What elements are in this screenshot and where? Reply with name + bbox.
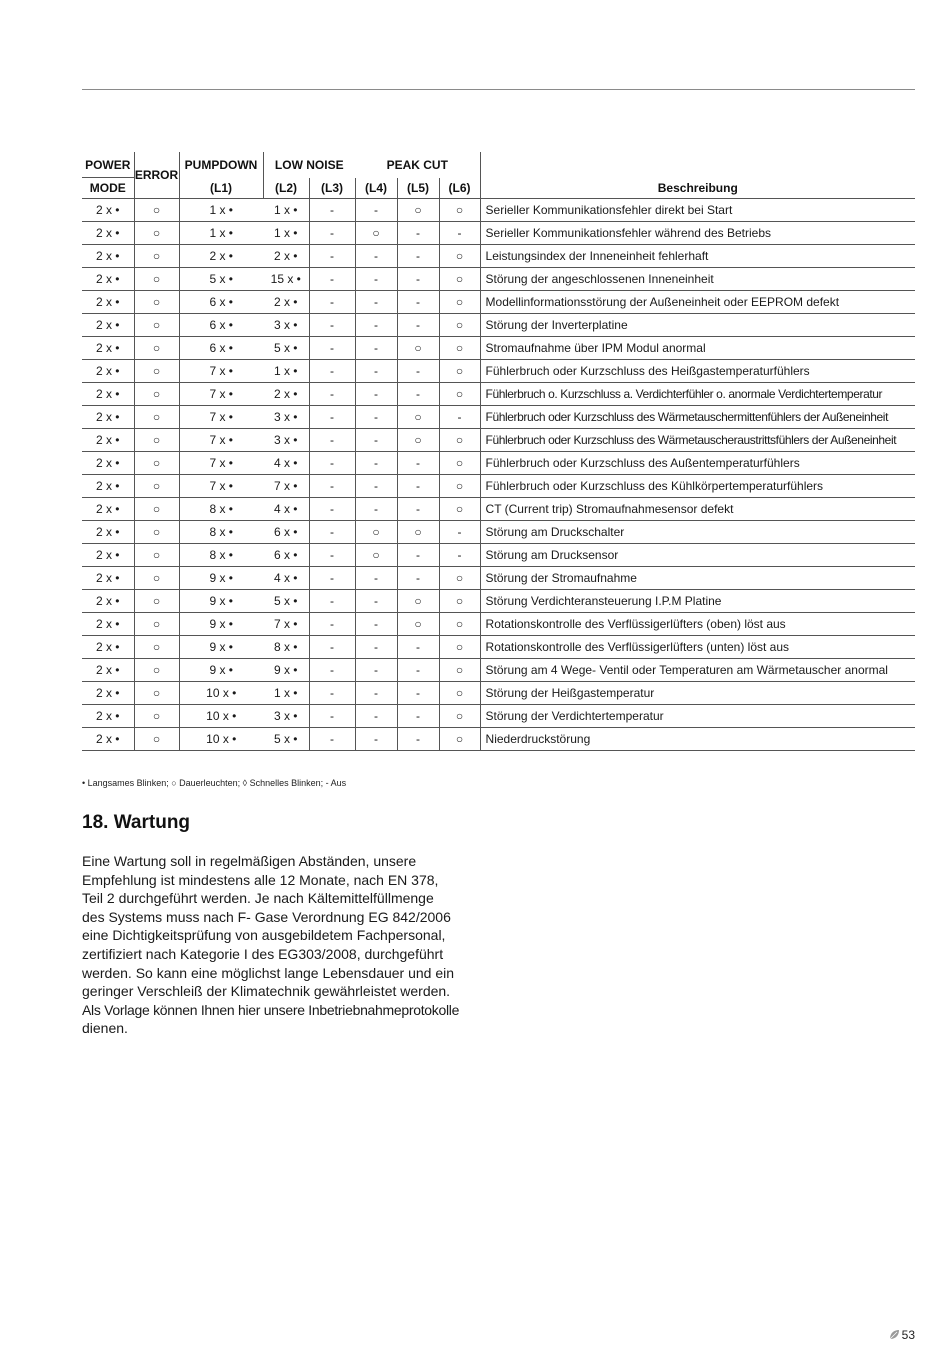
body-line: werden. So kann eine möglichst lange Lebensdauer und ein	[82, 964, 455, 981]
cell-error: ○	[134, 291, 179, 314]
cell-l2: 3 x •	[263, 705, 309, 728]
cell-l4: ○	[355, 544, 397, 567]
cell-error: ○	[134, 268, 179, 291]
cell-l4: -	[355, 590, 397, 613]
cell-l4: -	[355, 245, 397, 268]
cell-error: ○	[134, 613, 179, 636]
cell-l3: -	[309, 245, 355, 268]
cell-description: Stromaufnahme über IPM Modul anormal	[480, 337, 915, 360]
cell-l6: ○	[439, 590, 480, 613]
cell-description: Störung der Stromaufnahme	[480, 567, 915, 590]
cell-l6: ○	[439, 199, 480, 222]
cell-power-mode: 2 x •	[82, 498, 134, 521]
cell-description: Störung am 4 Wege- Ventil oder Temperaturen am Wärmetauscher anormal	[480, 659, 915, 682]
cell-l3: -	[309, 613, 355, 636]
cell-l5: ○	[397, 521, 439, 544]
cell-l3: -	[309, 590, 355, 613]
cell-l5: ○	[397, 429, 439, 452]
cell-l6: ○	[439, 429, 480, 452]
cell-l3: -	[309, 567, 355, 590]
cell-l6: ○	[439, 475, 480, 498]
table-row	[82, 567, 915, 590]
cell-l6: -	[439, 222, 480, 245]
cell-l3: -	[309, 314, 355, 337]
table-row	[82, 475, 915, 498]
cell-description: Störung der Heißgastemperatur	[480, 682, 915, 705]
cell-l6: -	[439, 406, 480, 429]
cell-l1: 9 x •	[179, 659, 263, 682]
cell-l1: 1 x •	[179, 222, 263, 245]
cell-l4: -	[355, 705, 397, 728]
cell-l4: -	[355, 728, 397, 751]
cell-l4: -	[355, 498, 397, 521]
cell-power-mode: 2 x •	[82, 682, 134, 705]
cell-error: ○	[134, 383, 179, 406]
cell-l2: 6 x •	[263, 521, 309, 544]
table-row	[82, 728, 915, 751]
cell-l4: -	[355, 613, 397, 636]
cell-l1: 9 x •	[179, 590, 263, 613]
cell-l2: 2 x •	[263, 383, 309, 406]
cell-l5: ○	[397, 406, 439, 429]
cell-power-mode: 2 x •	[82, 636, 134, 659]
table-row	[82, 452, 915, 475]
cell-l6: ○	[439, 268, 480, 291]
cell-l2: 4 x •	[263, 452, 309, 475]
cell-error: ○	[134, 337, 179, 360]
header-l2: (L2)	[263, 178, 309, 199]
cell-l4: ○	[355, 521, 397, 544]
cell-l6: ○	[439, 636, 480, 659]
table-row	[82, 521, 915, 544]
cell-l5: -	[397, 314, 439, 337]
cell-l5: -	[397, 682, 439, 705]
body-line: Eine Wartung soll in regelmäßigen Abständen, unsere	[82, 853, 417, 869]
table-body	[82, 199, 915, 751]
cell-power-mode: 2 x •	[82, 337, 134, 360]
table-row	[82, 429, 915, 452]
cell-l2: 8 x •	[263, 636, 309, 659]
table-row	[82, 383, 915, 406]
table-row	[82, 314, 915, 337]
cell-description: Störung am Druckschalter	[480, 521, 915, 544]
cell-l1: 7 x •	[179, 360, 263, 383]
cell-power-mode: 2 x •	[82, 659, 134, 682]
cell-power-mode: 2 x •	[82, 613, 134, 636]
cell-description: Rotationskontrolle des Verflüssigerlüfters (unten) löst aus	[480, 636, 915, 659]
table-row	[82, 705, 915, 728]
cell-l6: -	[439, 544, 480, 567]
cell-l2: 3 x •	[263, 314, 309, 337]
cell-error: ○	[134, 728, 179, 751]
cell-l4: -	[355, 360, 397, 383]
cell-power-mode: 2 x •	[82, 245, 134, 268]
cell-l6: -	[439, 521, 480, 544]
cell-error: ○	[134, 498, 179, 521]
cell-power-mode: 2 x •	[82, 475, 134, 498]
cell-l3: -	[309, 291, 355, 314]
cell-l5: -	[397, 360, 439, 383]
cell-l4: -	[355, 291, 397, 314]
cell-l1: 6 x •	[179, 291, 263, 314]
cell-l5: -	[397, 498, 439, 521]
cell-l4: -	[355, 406, 397, 429]
cell-description: Fühlerbruch o. Kurzschluss a. Verdichterfühler o. anormale Verdichtertemperatur	[480, 383, 915, 406]
table-row	[82, 406, 915, 429]
cell-power-mode: 2 x •	[82, 590, 134, 613]
cell-l2: 3 x •	[263, 406, 309, 429]
cell-l4: -	[355, 452, 397, 475]
cell-l3: -	[309, 705, 355, 728]
header-l1: (L1)	[179, 178, 263, 199]
cell-l6: ○	[439, 360, 480, 383]
cell-l6: ○	[439, 337, 480, 360]
table-row	[82, 590, 915, 613]
cell-l3: -	[309, 659, 355, 682]
cell-l1: 9 x •	[179, 613, 263, 636]
cell-l6: ○	[439, 659, 480, 682]
section-body	[82, 852, 492, 1038]
section-title: 18. Wartung	[82, 812, 191, 833]
cell-l5: -	[397, 567, 439, 590]
cell-power-mode: 2 x •	[82, 383, 134, 406]
cell-error: ○	[134, 567, 179, 590]
cell-l3: -	[309, 636, 355, 659]
header-l5: (L5)	[397, 178, 439, 199]
cell-l4: -	[355, 383, 397, 406]
header-low-noise: LOW NOISE	[274, 157, 344, 172]
cell-l4: -	[355, 268, 397, 291]
header-peak-cut: PEAK CUT	[386, 157, 448, 172]
cell-l4: -	[355, 429, 397, 452]
cell-l4: ○	[355, 222, 397, 245]
cell-l3: -	[309, 199, 355, 222]
cell-error: ○	[134, 521, 179, 544]
cell-l6: ○	[439, 291, 480, 314]
cell-error: ○	[134, 429, 179, 452]
cell-l6: ○	[439, 613, 480, 636]
cell-l5: -	[397, 291, 439, 314]
header-l4: (L4)	[355, 178, 397, 199]
cell-l1: 10 x •	[179, 682, 263, 705]
cell-power-mode: 2 x •	[82, 268, 134, 291]
cell-l2: 7 x •	[263, 475, 309, 498]
cell-description: Modellinformationsstörung der Außeneinheit oder EEPROM defekt	[480, 291, 915, 314]
cell-l5: -	[397, 222, 439, 245]
cell-description: Fühlerbruch oder Kurzschluss des Kühlkörpertemperaturfühlers	[480, 475, 915, 498]
cell-error: ○	[134, 682, 179, 705]
cell-l5: ○	[397, 337, 439, 360]
cell-l3: -	[309, 452, 355, 475]
legend: • Langsames Blinken; ○ Dauerleuchten; ◊ Schnelles Blinken; - Aus	[82, 778, 347, 788]
cell-l1: 9 x •	[179, 636, 263, 659]
cell-power-mode: 2 x •	[82, 728, 134, 751]
cell-l6: ○	[439, 682, 480, 705]
cell-l2: 9 x •	[263, 659, 309, 682]
header-l3: (L3)	[309, 178, 355, 199]
cell-description: Störung der Inverterplatine	[480, 314, 915, 337]
cell-l6: ○	[439, 452, 480, 475]
cell-description: Fühlerbruch oder Kurzschluss des Wärmetauscheraustrittsfühlers der Außeneinheit	[480, 429, 915, 452]
cell-l5: ○	[397, 199, 439, 222]
cell-l2: 4 x •	[263, 567, 309, 590]
cell-l1: 7 x •	[179, 429, 263, 452]
cell-l1: 2 x •	[179, 245, 263, 268]
table-row	[82, 498, 915, 521]
body-line: dienen.	[82, 1020, 128, 1037]
header-beschreibung: Beschreibung	[480, 178, 915, 199]
cell-l4: -	[355, 659, 397, 682]
cell-l2: 1 x •	[263, 199, 309, 222]
cell-l5: -	[397, 636, 439, 659]
cell-description: Fühlerbruch oder Kurzschluss des Heißgastemperaturfühlers	[480, 360, 915, 383]
cell-l5: -	[397, 475, 439, 498]
cell-error: ○	[134, 222, 179, 245]
cell-error: ○	[134, 406, 179, 429]
cell-l5: -	[397, 728, 439, 751]
cell-error: ○	[134, 199, 179, 222]
table-row	[82, 636, 915, 659]
cell-power-mode: 2 x •	[82, 291, 134, 314]
cell-l3: -	[309, 337, 355, 360]
header-l6: (L6)	[439, 178, 480, 199]
cell-l2: 1 x •	[263, 360, 309, 383]
cell-l1: 7 x •	[179, 475, 263, 498]
cell-power-mode: 2 x •	[82, 567, 134, 590]
cell-l1: 1 x •	[179, 199, 263, 222]
cell-l5: -	[397, 268, 439, 291]
cell-l3: -	[309, 429, 355, 452]
cell-power-mode: 2 x •	[82, 544, 134, 567]
cell-l2: 5 x •	[263, 590, 309, 613]
cell-description: Störung der Verdichtertemperatur	[480, 705, 915, 728]
cell-l3: -	[309, 498, 355, 521]
cell-power-mode: 2 x •	[82, 314, 134, 337]
cell-l1: 7 x •	[179, 383, 263, 406]
cell-l3: -	[309, 682, 355, 705]
header-mode: MODE	[82, 178, 134, 199]
cell-l1: 9 x •	[179, 567, 263, 590]
cell-l2: 6 x •	[263, 544, 309, 567]
table-row	[82, 245, 915, 268]
cell-l5: -	[397, 544, 439, 567]
cell-power-mode: 2 x •	[82, 406, 134, 429]
cell-description: Serieller Kommunikationsfehler direkt bei Start	[480, 199, 915, 222]
page-footer	[889, 1328, 915, 1343]
cell-l1: 10 x •	[179, 705, 263, 728]
cell-power-mode: 2 x •	[82, 199, 134, 222]
cell-l6: ○	[439, 728, 480, 751]
cell-power-mode: 2 x •	[82, 452, 134, 475]
cell-l3: -	[309, 544, 355, 567]
cell-l1: 8 x •	[179, 544, 263, 567]
page-number: 53	[901, 1328, 915, 1342]
cell-error: ○	[134, 314, 179, 337]
body-line: eine Dichtigkeitsprüfung von ausgebildetem Fachpersonal,	[82, 927, 446, 944]
cell-l1: 6 x •	[179, 314, 263, 337]
cell-error: ○	[134, 360, 179, 383]
cell-l6: ○	[439, 498, 480, 521]
body-line: des Systems muss nach F- Gase Verordnung EG 842/2006	[82, 908, 451, 925]
cell-l2: 2 x •	[263, 245, 309, 268]
body-line: Teil 2 durchgeführt werden. Je nach Kältemittelfüllmenge	[82, 890, 434, 907]
cell-error: ○	[134, 245, 179, 268]
cell-power-mode: 2 x •	[82, 705, 134, 728]
cell-l2: 3 x •	[263, 429, 309, 452]
header-error: ERROR	[134, 152, 179, 199]
cell-l6: ○	[439, 245, 480, 268]
cell-description: Leistungsindex der Inneneinheit fehlerhaft	[480, 245, 915, 268]
cell-l3: -	[309, 406, 355, 429]
cell-l4: -	[355, 337, 397, 360]
cell-l4: -	[355, 567, 397, 590]
cell-description: Fühlerbruch oder Kurzschluss des Außentemperaturfühlers	[480, 452, 915, 475]
cell-l2: 1 x •	[263, 222, 309, 245]
cell-description: Störung Verdichteransteuerung I.P.M Platine	[480, 590, 915, 613]
cell-l4: -	[355, 314, 397, 337]
header-pumpdown: PUMPDOWN	[179, 152, 263, 178]
cell-error: ○	[134, 636, 179, 659]
top-divider	[82, 89, 915, 90]
cell-error: ○	[134, 590, 179, 613]
cell-description: Rotationskontrolle des Verflüssigerlüfters (oben) löst aus	[480, 613, 915, 636]
body-line: geringer Verschleiß der Klimatechnik gewährleistet werden.	[82, 983, 451, 1000]
cell-l5: -	[397, 705, 439, 728]
cell-description: Serieller Kommunikationsfehler während des Betriebs	[480, 222, 915, 245]
cell-l6: ○	[439, 314, 480, 337]
cell-l3: -	[309, 521, 355, 544]
cell-l1: 7 x •	[179, 406, 263, 429]
cell-l1: 6 x •	[179, 337, 263, 360]
cell-error: ○	[134, 705, 179, 728]
cell-l1: 7 x •	[179, 452, 263, 475]
cell-l4: -	[355, 475, 397, 498]
table-row	[82, 337, 915, 360]
cell-description: Störung am Drucksensor	[480, 544, 915, 567]
cell-l2: 15 x •	[263, 268, 309, 291]
error-code-table	[82, 152, 915, 751]
table-row	[82, 613, 915, 636]
cell-power-mode: 2 x •	[82, 521, 134, 544]
cell-description: Niederdruckstörung	[480, 728, 915, 751]
cell-l3: -	[309, 475, 355, 498]
cell-l4: -	[355, 682, 397, 705]
cell-l1: 5 x •	[179, 268, 263, 291]
body-line: Als Vorlage können Ihnen hier unsere Inbetriebnahmeprotokolle	[82, 1001, 460, 1018]
cell-l4: -	[355, 199, 397, 222]
cell-l3: -	[309, 728, 355, 751]
cell-l1: 10 x •	[179, 728, 263, 751]
cell-l6: ○	[439, 567, 480, 590]
cell-l2: 7 x •	[263, 613, 309, 636]
cell-error: ○	[134, 659, 179, 682]
body-line: Empfehlung ist mindestens alle 12 Monate, nach EN 378,	[82, 871, 439, 888]
cell-error: ○	[134, 475, 179, 498]
table-row	[82, 659, 915, 682]
cell-l3: -	[309, 360, 355, 383]
cell-power-mode: 2 x •	[82, 429, 134, 452]
cell-l6: ○	[439, 383, 480, 406]
cell-l2: 4 x •	[263, 498, 309, 521]
cell-power-mode: 2 x •	[82, 360, 134, 383]
cell-l2: 2 x •	[263, 291, 309, 314]
table-row	[82, 268, 915, 291]
cell-l3: -	[309, 383, 355, 406]
table-row	[82, 199, 915, 222]
cell-description: CT (Current trip) Stromaufnahmesensor defekt	[480, 498, 915, 521]
cell-l2: 1 x •	[263, 682, 309, 705]
cell-l5: -	[397, 659, 439, 682]
header-power: POWER	[85, 157, 131, 172]
cell-l2: 5 x •	[263, 337, 309, 360]
cell-power-mode: 2 x •	[82, 222, 134, 245]
cell-l6: ○	[439, 705, 480, 728]
table-row	[82, 682, 915, 705]
header-blank	[480, 152, 915, 178]
table-row	[82, 360, 915, 383]
cell-l5: -	[397, 452, 439, 475]
cell-error: ○	[134, 544, 179, 567]
table-row	[82, 222, 915, 245]
cell-l5: ○	[397, 613, 439, 636]
cell-l5: -	[397, 245, 439, 268]
table-row	[82, 291, 915, 314]
cell-l4: -	[355, 636, 397, 659]
table-row	[82, 544, 915, 567]
cell-l1: 8 x •	[179, 521, 263, 544]
cell-l1: 8 x •	[179, 498, 263, 521]
cell-l3: -	[309, 268, 355, 291]
cell-error: ○	[134, 452, 179, 475]
cell-l5: -	[397, 383, 439, 406]
cell-description: Störung der angeschlossenen Inneneinheit	[480, 268, 915, 291]
cell-l5: ○	[397, 590, 439, 613]
body-line: zertifiziert nach Kategorie I des EG303/2008, durchgeführt	[82, 945, 444, 962]
cell-l3: -	[309, 222, 355, 245]
cell-l2: 5 x •	[263, 728, 309, 751]
leaf-icon	[889, 1329, 900, 1343]
cell-description: Fühlerbruch oder Kurzschluss des Wärmetauschermittenfühlers der Außeneinheit	[480, 406, 915, 429]
